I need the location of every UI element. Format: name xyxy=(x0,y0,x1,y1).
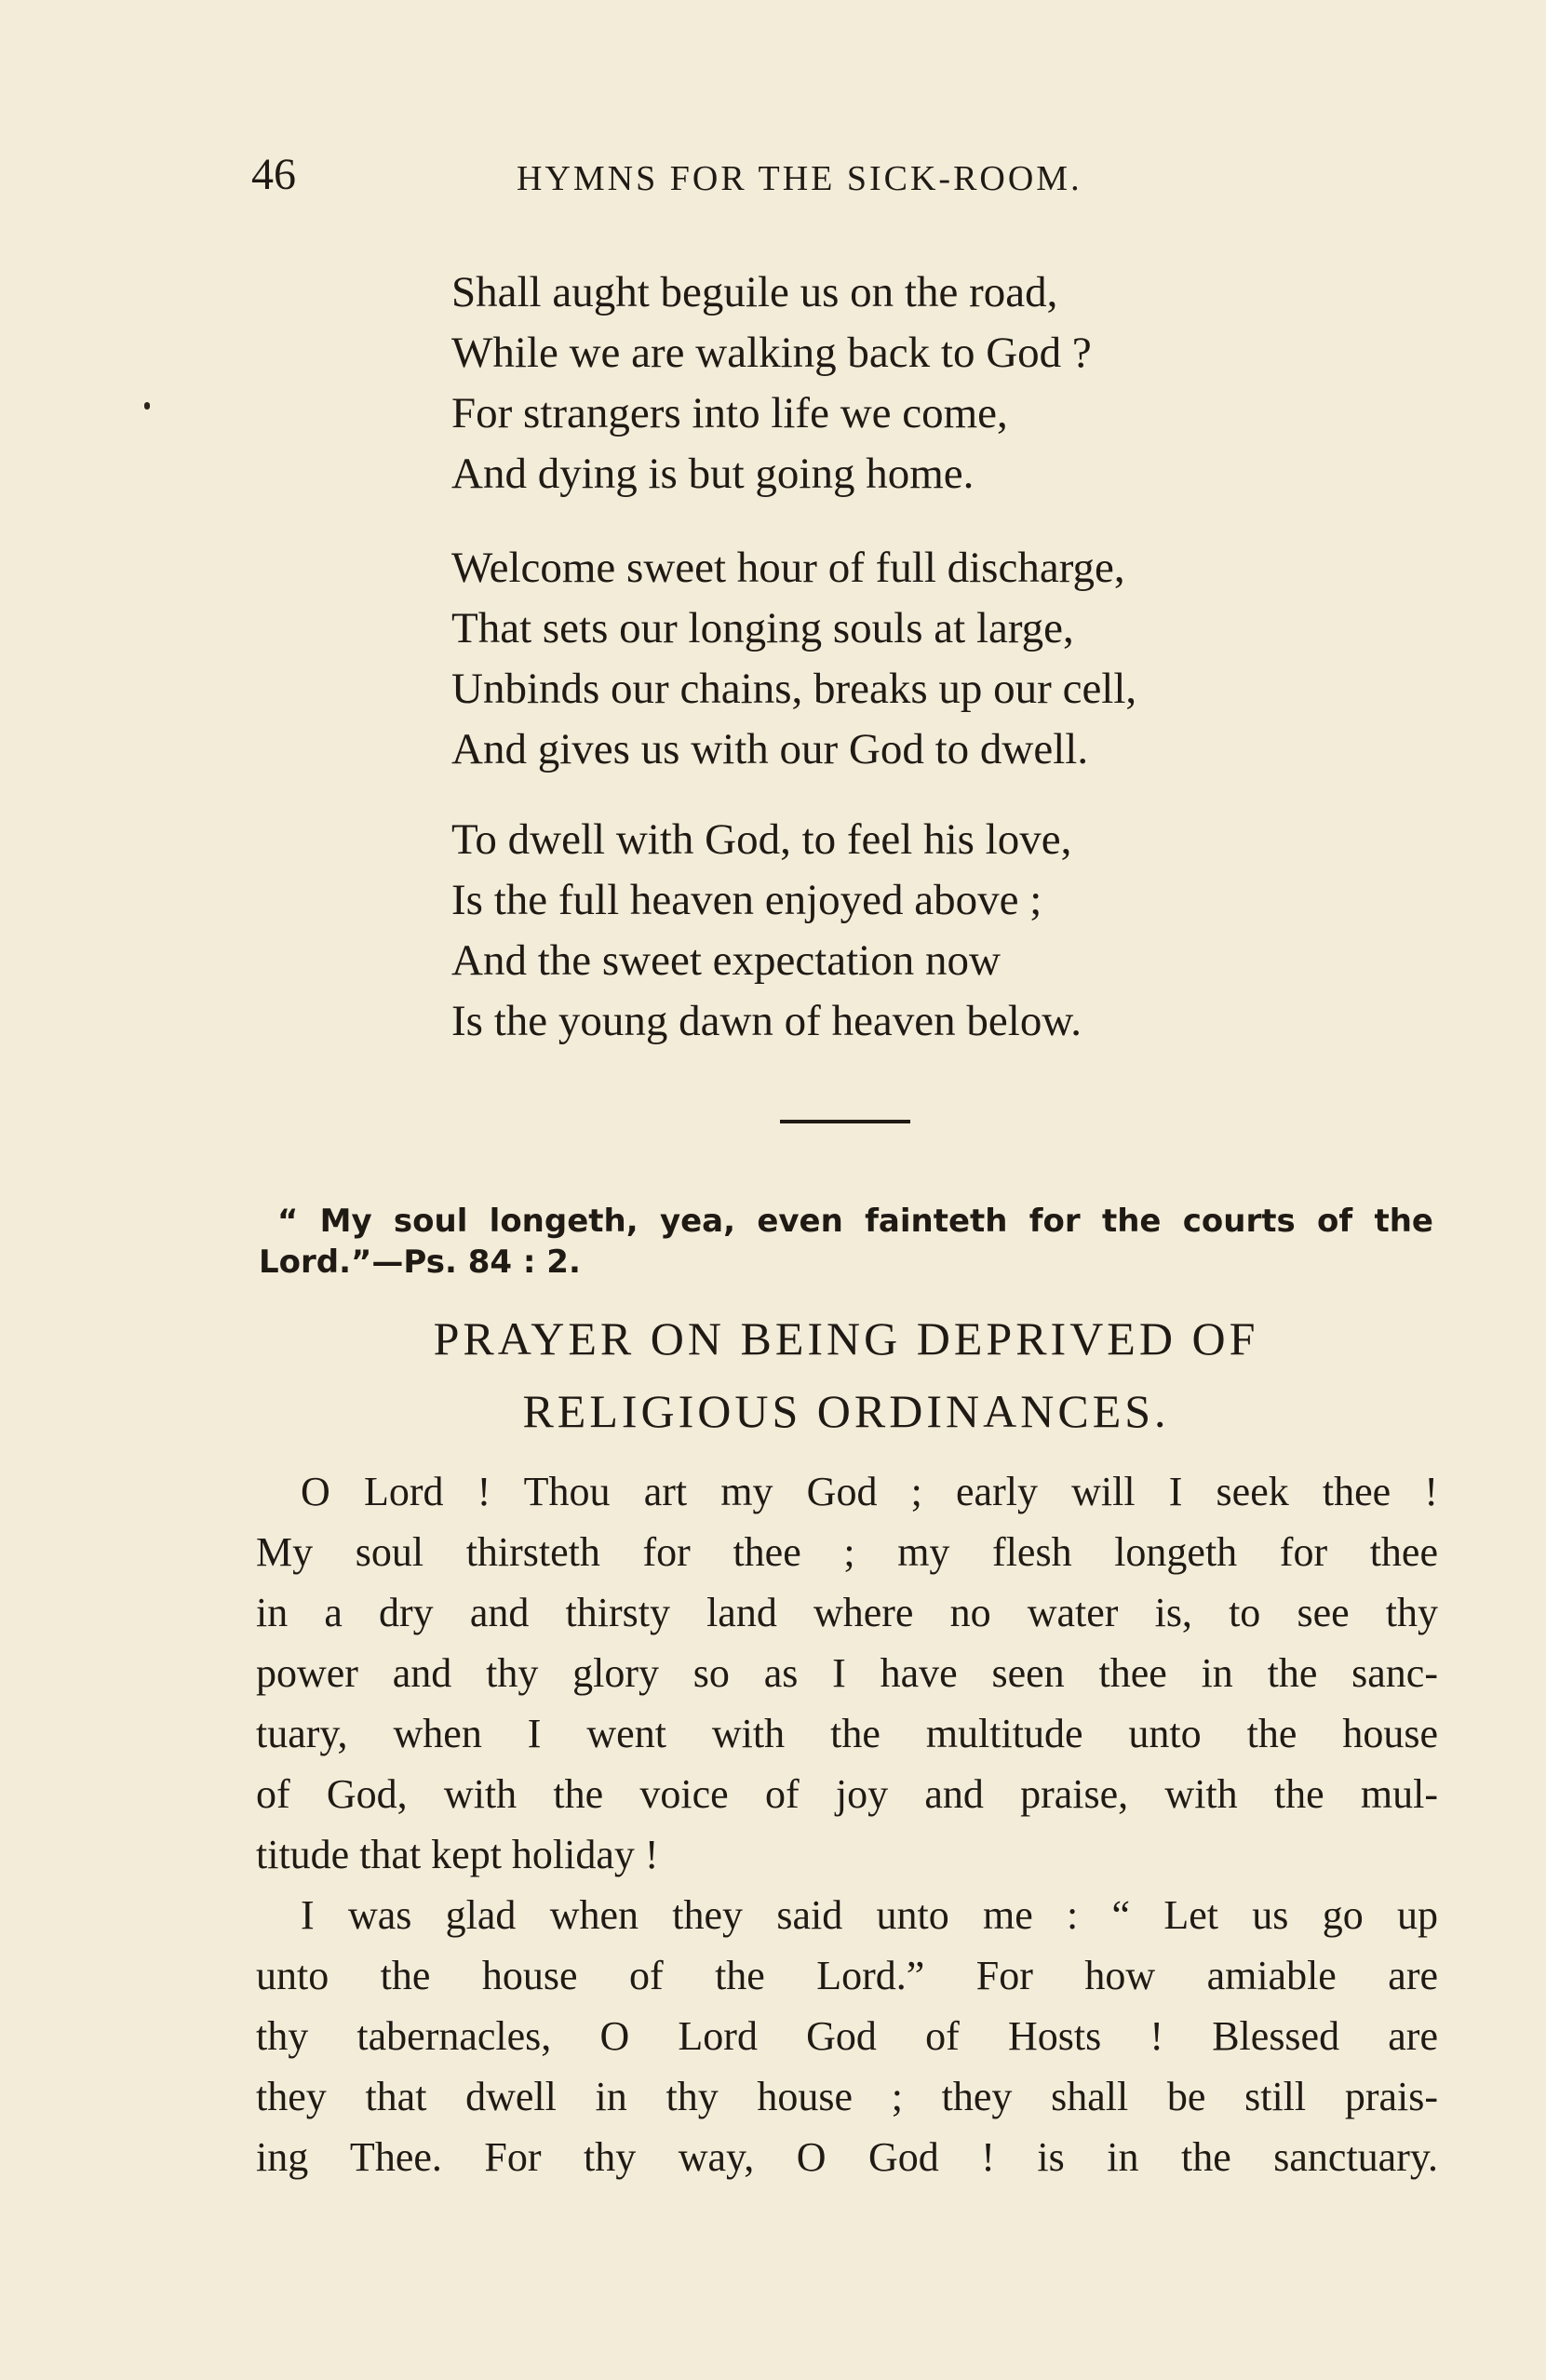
print-speck xyxy=(144,402,150,410)
epigraph-citation: Lord.”—Ps. 84 : 2. xyxy=(259,1244,581,1281)
prayer-line: I was glad when they said unto me : “ Let us go up xyxy=(301,1892,1438,1938)
poem-line: To dwell with God, to feel his love, xyxy=(451,815,1072,864)
poem-line: Welcome sweet hour of full discharge, xyxy=(451,544,1125,592)
prayer-line: My soul thirsteth for thee ; my flesh longeth for thee xyxy=(256,1529,1438,1575)
prayer-title-line-1: PRAYER ON BEING DEPRIVED OF xyxy=(433,1312,1259,1365)
page-header xyxy=(251,149,1238,205)
running-head: HYMNS FOR THE SICK-ROOM. xyxy=(517,159,1082,198)
poem-stanza-2 xyxy=(451,538,1136,780)
poem-line: While we are walking back to God ? xyxy=(451,329,1092,377)
prayer-line: they that dwell in thy house ; they shall be still prais- xyxy=(256,2074,1438,2119)
poem-line: And dying is but going home. xyxy=(451,450,975,498)
poem-line: Is the full heaven enjoyed above ; xyxy=(451,876,1042,924)
prayer-line: unto the house of the Lord.” For how amiable are xyxy=(256,1953,1438,1998)
prayer-line: of God, with the voice of joy and praise, with the mul- xyxy=(256,1771,1438,1817)
poem-line: That sets our longing souls at large, xyxy=(451,604,1074,652)
poem-line: And the sweet expectation now xyxy=(451,936,1001,985)
poem-line: Unbinds our chains, breaks up our cell, xyxy=(451,665,1137,713)
prayer-line: power and thy glory so as I have seen thee in the sanc- xyxy=(256,1650,1438,1696)
poem-line: Is the young dawn of heaven below. xyxy=(451,997,1082,1045)
section-divider xyxy=(780,1120,910,1123)
prayer-title-line-2: RELIGIOUS ORDINANCES. xyxy=(522,1385,1170,1437)
page-number: 46 xyxy=(251,150,296,199)
prayer-line: thy tabernacles, O Lord God of Hosts ! Blessed are xyxy=(256,2013,1438,2059)
poem-line: And gives us with our God to dwell. xyxy=(451,725,1089,773)
poem-line: Shall aught beguile us on the road, xyxy=(451,268,1058,316)
prayer-line: tuary, when I went with the multitude unto the house xyxy=(256,1711,1438,1756)
prayer-body xyxy=(256,1461,1438,2187)
prayer-line: O Lord ! Thou art my God ; early will I seek thee ! xyxy=(301,1469,1438,1514)
poem-stanza-3 xyxy=(451,810,1082,1052)
prayer-line: ing Thee. For thy way, O God ! is in the sanctuary. xyxy=(256,2134,1438,2180)
prayer-line: in a dry and thirsty land where no water is, to see thy xyxy=(256,1590,1438,1635)
poem-line: For strangers into life we come, xyxy=(451,389,1008,437)
poem-stanza-1 xyxy=(451,262,1092,504)
epigraph-line: “ My soul longeth, yea, even fainteth for the courts of the xyxy=(277,1203,1433,1240)
epigraph xyxy=(259,1201,1433,1283)
prayer-line: titude that kept holiday ! xyxy=(256,1832,659,1877)
